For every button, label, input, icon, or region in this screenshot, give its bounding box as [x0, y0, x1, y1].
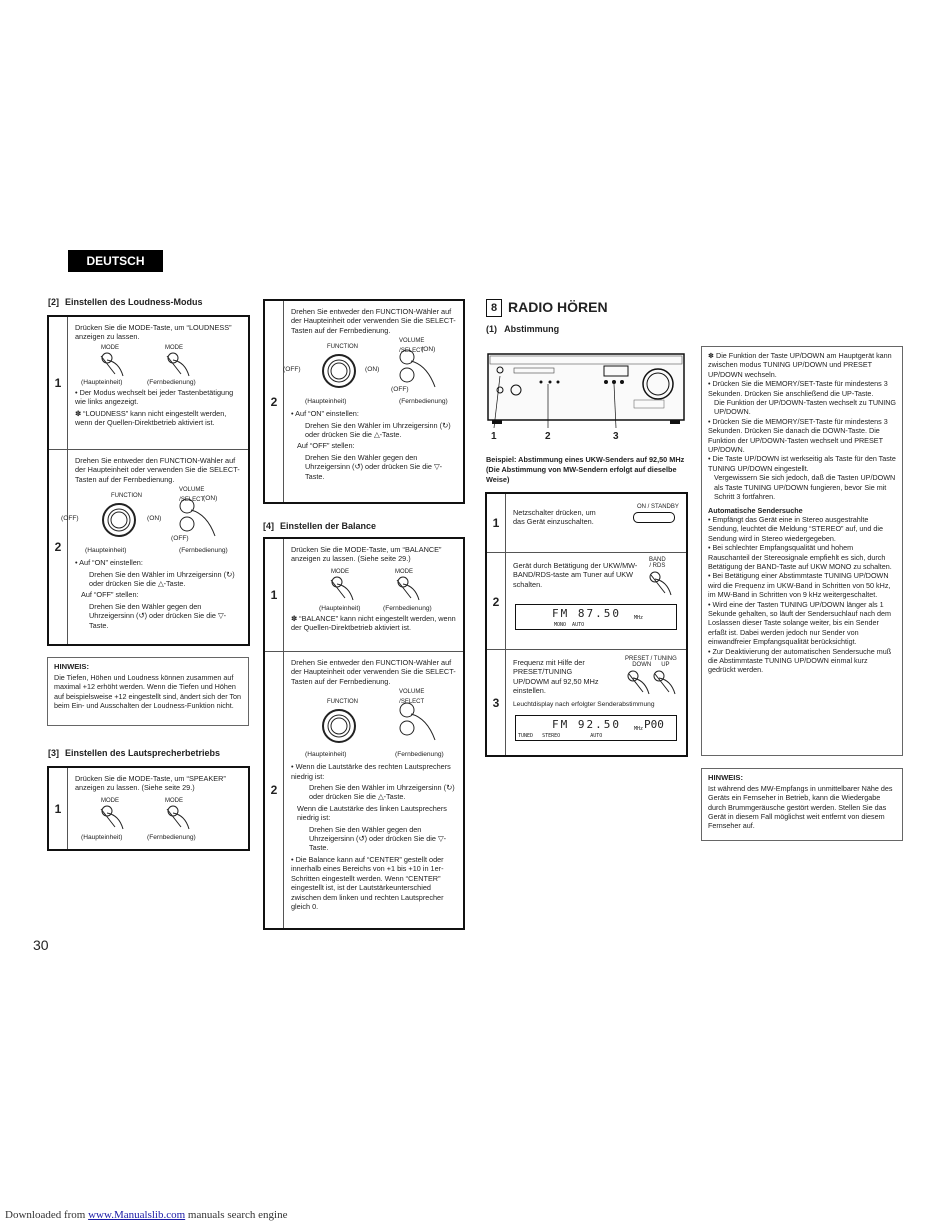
mode-label: MODE — [331, 568, 349, 575]
bullet-text: • Die Balance kann auf “CENTER” gestellt oder innerhalb eines Bereichs von +1 bis +10 in 1er-Schritten eingestellt werden. Wenn “CENTER” eingestellt ist, ist der Lautstärkeunterschied zwischen dem linken und rechten Lautsprecher gleich 0. — [291, 854, 444, 911]
step-number: 2 — [49, 450, 68, 644]
callout-number: 1 — [491, 431, 497, 442]
volume-select-label: VOLUME /SELECT — [179, 487, 205, 503]
bullet-text: Wenn die Lautstärke des linken Lautsprechers niedrig ist: — [297, 803, 447, 823]
on-standby-label: ON / STANDBY — [637, 504, 679, 510]
remote-caption: (Fernbedienung) — [395, 751, 444, 759]
hand-press-icon — [323, 576, 363, 602]
function-label: FUNCTION — [327, 344, 358, 351]
section-heading-loudness — [48, 297, 203, 307]
step-row — [265, 301, 463, 502]
section-title: Einstellen des Lautsprecherbetriebs — [65, 748, 221, 758]
remote-caption: (Fernbedienung) — [147, 378, 196, 386]
callout-number: 3 — [613, 431, 619, 442]
mode-label: MODE — [165, 797, 183, 804]
section-heading-speaker — [48, 748, 220, 758]
select-buttons-icon — [397, 700, 443, 744]
function-label: FUNCTION — [111, 493, 142, 500]
page-number: 30 — [33, 937, 49, 953]
function-dial-illustration — [61, 486, 242, 558]
lcd-caption: Leuchtdisplay nach erfolgter Senderabstimmung — [513, 701, 655, 708]
bullet-detail: Die Funktion der UP/DOWN-Tasten wechselt zu TUNING UP/DOWN. — [714, 398, 897, 417]
note-box-loudness — [47, 657, 249, 726]
step-text: Netzschalter drücken, um das Gerät einzuschalten. — [513, 508, 596, 527]
step-row — [265, 539, 463, 651]
bullet-text: Auf “OFF” stellen: — [297, 441, 355, 451]
note-text: ✽ “BALANCE” kann nicht eingestellt werden, wenn der Quellen-Direktbetrieb aktiviert ist. — [291, 613, 456, 633]
section-number-box: 8 — [486, 299, 502, 317]
bullet-text: • Bei schlechter Empfangsqualität und hohem Rauschanteil der Stereosignale empfiehlt es sich, durch Betätigung der BAND-Taste auf UKW MONO zu schalten. — [708, 543, 892, 571]
note-box-mw — [701, 768, 903, 841]
lcd-unit: MHz — [634, 726, 644, 732]
bullet-text: • Bei Betätigung einer Abstimmtaste TUNING UP/DOWN wird die Frequenz im UKW-Band in Schritten von 50 kHz, im MW-Band in Schritten von 9 kHz weitergeschaltet. — [708, 571, 891, 600]
step-text: Drehen Sie entweder den FUNCTION-Wähler auf der Haupteinheit oder verwenden Sie die SELECT-Tasten auf der Fernbedienung. — [75, 456, 240, 484]
example-caption: Beispiel: Abstimmung eines UKW-Senders auf 92,50 MHz (Die Abstimmung von MW-Sendern erfolgt auf dieselbe Weise) — [486, 455, 685, 484]
speaker-steps-table — [47, 766, 250, 851]
speaker-step2-table — [263, 299, 465, 504]
bullet-detail: Drehen Sie den Wähler im Uhrzeigersinn (↻) oder drücken Sie die △-Taste. — [89, 569, 235, 589]
lcd-preset: P00 — [644, 718, 664, 731]
step-number: 1 — [487, 494, 506, 552]
step-text: Drücken Sie die MODE-Taste, um “BALANCE” anzeigen zu lassen. (Siehe seite 29.) — [291, 545, 442, 564]
section-number: [3] — [48, 748, 59, 758]
radio-steps-table — [485, 492, 688, 757]
hand-press-icon — [389, 576, 429, 602]
function-dial-icon — [99, 500, 139, 540]
bullet-text: • Zur Deaktivierung der automatischen Sendersuche muß die Abstimmtaste TUNING UP/DOWN einmal kurz gedrückt werden. — [708, 646, 892, 675]
main-unit-caption: (Haupteinheit) — [81, 378, 123, 386]
remote-caption: (Fernbedienung) — [179, 547, 228, 555]
off-label: (OFF) — [391, 386, 409, 394]
bullet-text: • Wird eine der Tasten TUNING UP/DOWN länger als 1 Sekunde gehalten, so läuft der Sendersuchlauf nach dem Loslassen dieser Taste solange weiter, bis ein Sender erfaßt ist. Dabei werden jedoch nur Sender von einwandfreier Empfangsqualität berücksichtigt. — [708, 599, 892, 647]
footer-suffix: manuals search engine — [185, 1209, 288, 1221]
volume-select-label: VOLUME /SELECT — [399, 689, 425, 705]
step-number: 2 — [265, 301, 284, 502]
bullet-detail: Drehen Sie den Wähler gegen den Uhrzeigersinn (↺) oder drücken Sie die ▽-Taste. — [309, 824, 447, 853]
hand-press-icon — [159, 805, 199, 831]
mode-label: MODE — [165, 344, 183, 351]
on-label: (ON) — [421, 346, 436, 354]
lcd-frequency: FM 87.50 — [552, 607, 621, 620]
function-dial-icon — [319, 351, 359, 391]
preset-tuning-label: PRESET / TUNING DOWN UP — [625, 656, 677, 668]
step-row — [49, 449, 248, 644]
mode-label: MODE — [395, 568, 413, 575]
section-title: RADIO HÖREN — [508, 299, 608, 315]
download-footer — [5, 1209, 287, 1221]
lcd-indicators: MONO AUTO — [554, 622, 585, 628]
mode-buttons-illustration — [291, 566, 457, 614]
radio-section-heading — [486, 299, 608, 317]
language-tab: DEUTSCH — [68, 250, 163, 272]
step-text: Gerät durch Betätigung der UKW/MW- BAND/RDS-taste am Tuner auf UKW schalten. — [513, 561, 638, 589]
note-title: HINWEIS: — [54, 662, 90, 671]
volume-select-label: VOLUME /SELECT — [399, 338, 425, 354]
step-row — [487, 649, 686, 755]
section-title: Einstellen des Loudness-Modus — [65, 297, 203, 307]
loudness-steps-table — [47, 315, 250, 646]
preset-tuning-hands-icon — [625, 670, 685, 698]
section-title: Einstellen der Balance — [280, 521, 377, 531]
main-unit-caption: (Haupteinheit) — [81, 833, 123, 841]
step-number: 2 — [487, 553, 506, 650]
step-row — [487, 552, 686, 650]
mode-label: MODE — [101, 797, 119, 804]
bullet-text: • Empfängt das Gerät eine in Stereo ausgestrahlte Sendung, leuchtet die Meldung “STEREO” auf, und die Sendung wird in Stereo wiedergegeben. — [708, 514, 884, 543]
manualslib-link[interactable]: www.Manualslib.com — [88, 1209, 186, 1221]
step-row — [49, 768, 248, 849]
tuning-notes-box — [701, 346, 903, 756]
function-dial-illustration — [291, 688, 457, 762]
remote-caption: (Fernbedienung) — [147, 833, 196, 841]
function-dial-icon — [319, 706, 359, 746]
bullet-detail: Drehen Sie den Wähler im Uhrzeigersinn (↻) oder drücken Sie die △-Taste. — [309, 783, 455, 802]
bullet-text: • Drücken Sie die MEMORY/SET-Taste für mindestens 3 Sekunden. Drücken Sie danach die DOWN-Taste. Die Funktion der UP/DOWN-Tasten wechselt und PRESET UP/DOWN. — [708, 416, 888, 455]
receiver-front-panel-illustration — [486, 348, 688, 442]
bullet-text: • Die Taste UP/DOWN ist werkseitig als Taste für den Taste TUNING UP/DOWN eingestellt. — [708, 454, 896, 473]
bullet-detail: Drehen Sie den Wähler im Uhrzeigersinn (↻) oder drücken Sie die △-Taste. — [305, 420, 451, 440]
step-row — [49, 317, 248, 449]
remote-caption: (Fernbedienung) — [399, 398, 448, 406]
note-text: Die Tiefen, Höhen und Loudness können zusammen auf maximal +12 erhöht werden. Wenn die Tiefen und Höhen auf beispielsweise +12 eingestellt sind, ändert sich der Ton beim Ein- und Ausschalten der Loudness-Funktion nicht. — [54, 673, 242, 710]
remote-caption: (Fernbedienung) — [383, 604, 432, 612]
mode-buttons-illustration — [75, 795, 242, 845]
step-number: 1 — [49, 768, 68, 849]
off-label: (OFF) — [171, 535, 189, 543]
off-label: (OFF) — [283, 366, 301, 374]
hand-press-icon — [159, 352, 199, 378]
mode-label: MODE — [101, 344, 119, 351]
hand-press-icon — [93, 805, 133, 831]
lcd-unit: MHz — [634, 615, 644, 621]
main-unit-caption: (Haupteinheit) — [305, 751, 347, 759]
bullet-text: • Drücken Sie die MEMORY/SET-Taste für mindestens 3 Sekunden. Drücken Sie anschließend die UP-Taste. — [708, 379, 888, 398]
notes-subheading: Automatische Sendersuche — [708, 505, 803, 515]
function-dial-illustration — [283, 337, 457, 409]
hand-press-icon — [93, 352, 133, 378]
callout-number: 2 — [545, 431, 551, 442]
step-text: Drücken Sie die MODE-Taste, um “SPEAKER” anzeigen zu lassen. (Siehe seite 29.) — [75, 774, 226, 793]
lcd-indicators: TUNED STEREO AUTO — [518, 733, 603, 739]
bullet-text: • Auf “ON” einstellen: — [75, 558, 143, 568]
step-number: 1 — [265, 539, 284, 651]
off-label: (OFF) — [61, 515, 79, 523]
bullet-detail: Drehen Sie den Wähler gegen den Uhrzeigersinn (↺) oder drücken Sie die ▽-Taste. — [305, 452, 443, 481]
mode-buttons-illustration — [75, 344, 242, 388]
step-text: Frequenz mit Hilfe der PRESET/TUNING UP/DOWM auf 92,50 MHz einstellen. — [513, 658, 599, 696]
note-text: ✽ Die Funktion der Taste UP/DOWN am Hauptgerät kann zwischen modus TUNING UP/DOWN und PRESET UP/DOWN wechseln. — [708, 351, 892, 379]
main-unit-caption: (Haupteinheit) — [305, 398, 347, 406]
section-heading-balance — [263, 521, 376, 531]
on-standby-button — [633, 512, 675, 523]
band-rds-label: BAND / RDS — [649, 557, 666, 569]
lcd-display-before — [515, 604, 677, 630]
step-text: Drücken Sie die MODE-Taste, um “LOUDNESS” anzeigen zu lassen. — [75, 323, 232, 342]
lcd-display-after — [515, 715, 677, 741]
on-label: (ON) — [203, 495, 218, 503]
note-text: Ist während des MW-Empfangs in unmittelbarer Nähe des Geräts ein Fernseher in Betrieb, kann die Wiedergabe durch Brummgeräusche gestört werden. Stellen Sie das Gerät in diesem Fall möglichst weit entfernt von diesem Fernseher auf. — [708, 784, 893, 831]
step-text: Drehen Sie entweder den FUNCTION-Wähler auf der Haupteinheit oder verwenden Sie die SELECT-Tasten auf der Fernbedienung. — [291, 658, 456, 686]
section-number: [4] — [263, 521, 274, 531]
step-row — [487, 494, 686, 552]
step-number: 3 — [487, 650, 506, 755]
bullet-detail: Drehen Sie den Wähler gegen den Uhrzeigersinn (↺) oder drücken Sie die ▽-Taste. — [89, 601, 227, 630]
lcd-frequency: FM 92.50 — [552, 718, 621, 731]
hand-press-icon — [647, 571, 677, 597]
section-number: [2] — [48, 297, 59, 307]
step-number: 1 — [49, 317, 68, 449]
bullet-text: • Auf “ON” einstellen: — [291, 409, 359, 419]
function-label: FUNCTION — [327, 699, 358, 706]
main-unit-caption: (Haupteinheit) — [85, 547, 127, 555]
step-text: Drehen Sie entweder den FUNCTION-Wähler auf der Haupteinheit oder verwenden Sie die SELECT-Tasten auf der Fernbedienung. — [291, 307, 456, 335]
bullet-detail: Vergewissern Sie sich jedoch, daß die Tasten UP/DOWN als Taste TUNING UP/DOWN fungieren, bevor Sie mit Schritt 3 fortfahren. — [714, 473, 896, 502]
footer-prefix: Downloaded from — [5, 1209, 89, 1221]
step-number: 2 — [265, 652, 284, 928]
bullet-text: Auf “OFF” stellen: — [81, 590, 139, 600]
balance-steps-table — [263, 537, 465, 930]
sub-heading: (1) Abstimmung — [486, 324, 560, 334]
bullet-text: • Der Modus wechselt bei jeder Tastenbetätigung wie links angezeigt. — [75, 387, 234, 407]
on-label: (ON) — [365, 366, 380, 374]
step-row — [265, 651, 463, 928]
note-title: HINWEIS: — [708, 773, 744, 782]
note-text: ✽ “LOUDNESS” kann nicht eingestellt werden, wenn der Quellen-Direktbetrieb aktiviert ist. — [75, 408, 227, 428]
bullet-text: • Wenn die Lautstärke des rechten Lautsprechers niedrig ist: — [291, 762, 451, 781]
on-label: (ON) — [147, 515, 162, 523]
main-unit-caption: (Haupteinheit) — [319, 604, 361, 612]
